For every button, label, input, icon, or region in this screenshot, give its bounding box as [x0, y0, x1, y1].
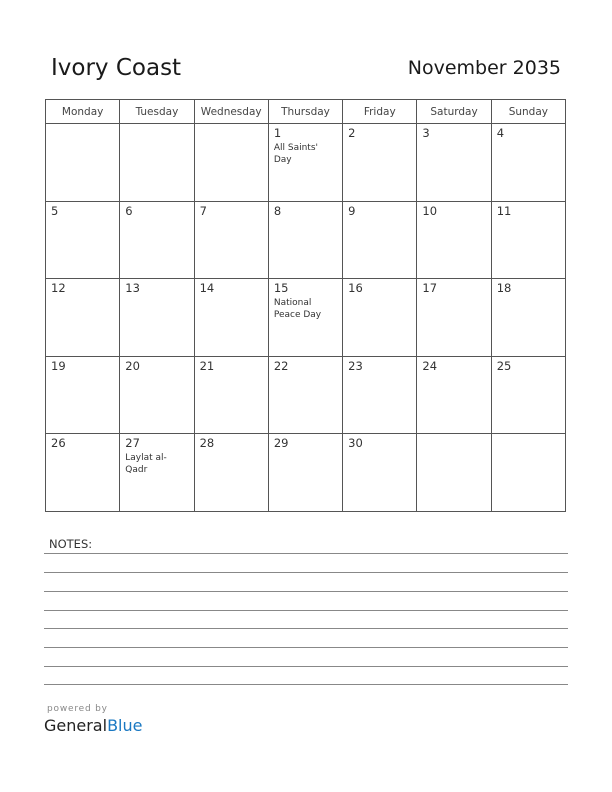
day-number: 27	[125, 436, 140, 451]
day-cell	[268, 201, 342, 279]
day-number: 17	[422, 281, 438, 296]
notes-label: NOTES:	[49, 537, 93, 551]
weekday-header-row	[46, 100, 566, 124]
day-cell	[417, 124, 491, 202]
day-cell	[120, 201, 194, 279]
day-cell	[194, 201, 268, 279]
day-number: 5	[51, 203, 59, 218]
day-number: 25	[496, 358, 512, 373]
day-cell	[343, 434, 417, 512]
weekday-header: Sunday	[491, 100, 565, 124]
day-number: 11	[496, 203, 512, 218]
notes-line	[44, 553, 568, 554]
day-cell	[120, 434, 194, 512]
day-number: 8	[273, 203, 282, 218]
day-number: 4	[496, 126, 505, 140]
weekday-header: Saturday	[417, 100, 491, 124]
weekday-header: Tuesday	[120, 100, 194, 124]
notes-line	[44, 572, 568, 573]
day-number: 9	[348, 203, 356, 218]
powered-by-text: powered by	[47, 704, 108, 714]
week-row	[46, 356, 566, 434]
day-cell	[268, 124, 342, 202]
day-cell	[417, 356, 491, 434]
weekday-header: Wednesday	[194, 100, 268, 124]
day-number: 1	[273, 126, 282, 140]
holiday-label: National Peace Day	[273, 298, 322, 321]
notes-line	[44, 628, 568, 629]
day-number: 26	[51, 436, 66, 451]
day-cell	[268, 434, 342, 512]
day-cell	[417, 434, 491, 512]
day-number: 13	[125, 281, 140, 296]
day-cell	[46, 356, 120, 434]
day-number: 29	[273, 436, 289, 451]
day-cell	[343, 201, 417, 279]
day-cell	[417, 201, 491, 279]
day-number: 21	[199, 358, 215, 373]
week-row	[46, 201, 566, 279]
day-cell	[491, 124, 565, 202]
day-number: 3	[422, 126, 430, 140]
day-number: 19	[51, 358, 66, 373]
day-number: 18	[496, 281, 512, 296]
weekday-header: Thursday	[268, 100, 342, 124]
country-title: Ivory Coast	[51, 55, 182, 81]
day-cell	[46, 434, 120, 512]
day-cell	[491, 201, 565, 279]
day-cell	[268, 279, 342, 357]
day-cell	[491, 434, 565, 512]
day-number: 7	[199, 203, 207, 218]
day-number: 16	[348, 281, 363, 296]
day-number: 20	[125, 358, 140, 373]
day-number: 24	[422, 358, 438, 373]
day-cell	[343, 124, 417, 202]
day-cell	[194, 356, 268, 434]
day-number: 28	[199, 436, 215, 451]
day-number: 14	[199, 281, 215, 296]
holiday-label: Laylat al-Qadr	[125, 453, 167, 476]
brand-blue: Blue	[107, 716, 143, 735]
brand-general: General	[44, 716, 108, 735]
day-number: 10	[422, 203, 438, 218]
holiday-label: All Saints' Day	[273, 143, 318, 165]
day-number: 15	[273, 281, 289, 296]
day-number: 6	[125, 203, 133, 218]
day-cell	[194, 124, 268, 202]
day-number: 2	[348, 126, 356, 140]
day-number: 22	[273, 358, 289, 373]
notes-line	[44, 591, 568, 592]
day-cell	[194, 434, 268, 512]
weekday-header: Monday	[46, 100, 120, 124]
day-cell	[343, 356, 417, 434]
day-number: 23	[348, 358, 363, 373]
calendar-grid	[45, 99, 566, 512]
week-row	[46, 279, 566, 357]
week-row	[46, 124, 566, 202]
day-cell	[417, 279, 491, 357]
notes-line	[44, 684, 568, 685]
day-number: 30	[348, 436, 363, 451]
day-cell	[268, 356, 342, 434]
notes-line	[44, 666, 568, 667]
weekday-header: Friday	[343, 100, 417, 124]
day-cell	[491, 356, 565, 434]
month-year-title: November 2035	[407, 57, 561, 79]
day-cell	[194, 279, 268, 357]
day-cell	[120, 124, 194, 202]
day-cell	[343, 279, 417, 357]
day-cell	[120, 356, 194, 434]
notes-line	[44, 647, 568, 648]
day-cell	[46, 201, 120, 279]
generalblue-logo	[44, 716, 142, 735]
week-row	[46, 434, 566, 512]
day-number: 12	[51, 281, 66, 296]
day-cell	[46, 124, 120, 202]
day-cell	[491, 279, 565, 357]
day-cell	[46, 279, 120, 357]
notes-line	[44, 610, 568, 611]
day-cell	[120, 279, 194, 357]
